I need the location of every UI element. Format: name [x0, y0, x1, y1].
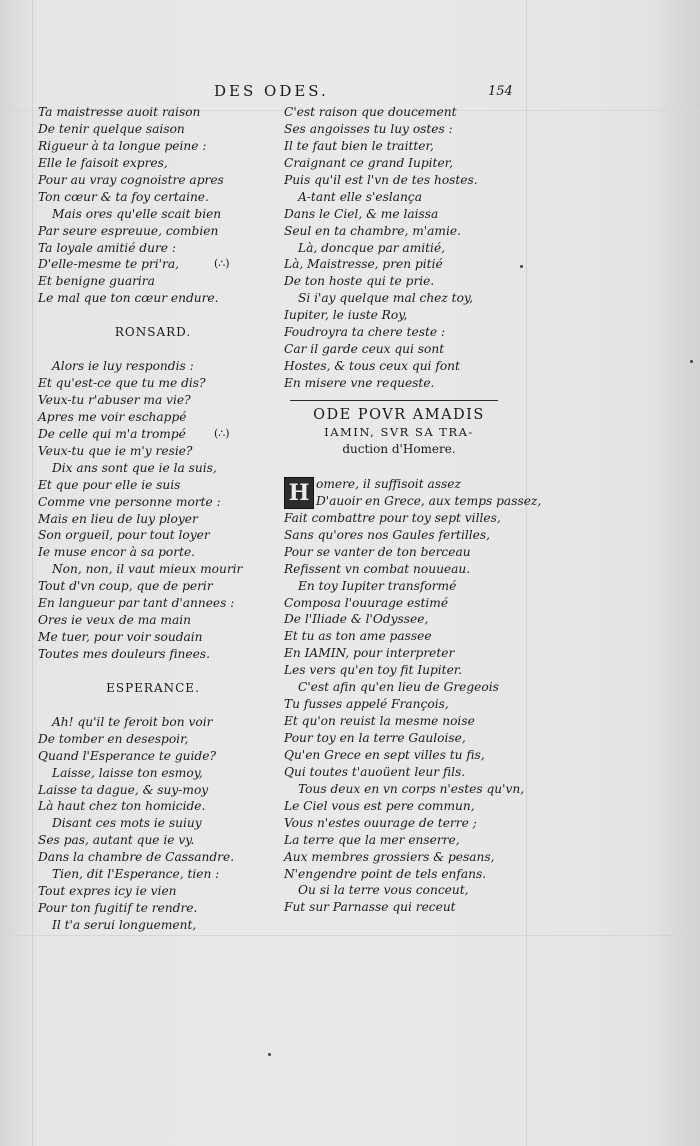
- verse-line: Tu fusses appelé François,: [284, 697, 449, 712]
- verse-line: En langueur par tant d'annees :: [38, 596, 235, 611]
- verse-line: Et benigne guarira: [38, 274, 155, 289]
- verse-line: Là, doncque par amitié,: [298, 240, 446, 255]
- section-rule: [290, 400, 498, 401]
- ode-title: [284, 407, 514, 458]
- paper-speck: [268, 1053, 271, 1056]
- verse-line: Laisse, laisse ton esmoy,: [52, 765, 203, 780]
- paper-speck: [690, 360, 693, 363]
- verse-line: [284, 493, 542, 510]
- verse-line: Qui toutes t'auoüent leur fils.: [284, 764, 466, 779]
- verse-line: Mais ores qu'elle scait bien: [52, 206, 222, 221]
- right-column: [284, 104, 542, 916]
- verse-line: Tien, dit l'Esperance, tien :: [52, 867, 220, 882]
- verse-line: Pour toy en la terre Gauloise,: [284, 731, 466, 745]
- ode-title-line: duction d'Homere.: [342, 441, 456, 456]
- verse-line: Mais en lieu de luy ployer: [38, 511, 198, 526]
- verse-line: Vous n'estes ouurage de terre ;: [284, 815, 477, 830]
- verse-line: Sans qu'ores nos Gaules fertilles,: [284, 527, 490, 542]
- verse-line: Dans la chambre de Cassandre.: [38, 850, 235, 865]
- verse-line: Là haut chez ton homicide.: [38, 799, 206, 814]
- verse-line: Elle le faisoit expres,: [38, 155, 168, 170]
- verse-line: En IAMIN, pour interpreter: [284, 646, 455, 661]
- margin-mark: (∴): [214, 426, 230, 440]
- verse-line: Puis qu'il est l'vn de tes hostes.: [284, 172, 478, 187]
- verse-line: C'est raison que doucement: [284, 105, 457, 119]
- verse-line: Alors ie luy respondis :: [52, 359, 194, 374]
- verse-line: Foudroyra ta chere teste :: [284, 325, 446, 340]
- verse-line: Quand l'Esperance te guide?: [38, 748, 216, 763]
- verse-line: Ta maistresse auoit raison: [38, 105, 201, 119]
- verse-line: Veux-tu que ie m'y resie?: [38, 443, 193, 458]
- paper-speck: [520, 265, 523, 268]
- fold-line: [32, 0, 33, 1146]
- left-column: [38, 104, 268, 934]
- verse-line: Le Ciel vous est pere commun,: [284, 798, 475, 813]
- verse-line: Hostes, & tous ceux qui font: [284, 359, 460, 374]
- verse-line: Dix ans sont que ie la suis,: [52, 460, 217, 475]
- verse-line: Ta loyale amitié dure :: [38, 240, 176, 255]
- verse-line: Qu'en Grece en sept villes tu fis,: [284, 747, 485, 762]
- verse-line: Car il garde ceux qui sont: [284, 342, 445, 357]
- verse-line: Fut sur Parnasse qui receut: [284, 900, 456, 915]
- verse-line: Rigueur à ta longue peine :: [38, 138, 207, 153]
- verse-line: Seul en ta chambre, m'amie.: [284, 223, 461, 238]
- verse-text: D'elle-mesme te pri'ra,: [38, 257, 179, 272]
- spacer: [38, 307, 268, 324]
- verse-line: Le mal que ton cœur endure.: [38, 291, 219, 306]
- verse-text: De celle qui m'a trompé: [38, 426, 186, 441]
- verse-line: Laisse ta dague, & suy-moy: [38, 782, 209, 797]
- running-head: DES ODES.: [214, 82, 329, 100]
- verse-line: Ses pas, autant que ie vy.: [38, 833, 195, 848]
- verse-line: Ie muse encor à sa porte.: [38, 545, 196, 560]
- verse-line: Iupiter, le iuste Roy,: [284, 308, 408, 323]
- verse-line-with-mark: [38, 426, 268, 443]
- verse-line: Il t'a serui longuement,: [52, 918, 197, 932]
- verse-line-with-mark: [38, 256, 268, 273]
- verse-line: De tenir quelque saison: [38, 121, 185, 136]
- spacer: [38, 697, 268, 714]
- verse-line: Là, Maistresse, pren pitié: [284, 257, 443, 272]
- verse-line: Apres me voir eschappé: [38, 409, 187, 424]
- verse-line: Toutes mes douleurs finees.: [38, 647, 210, 661]
- verse-line: Pour ton fugitif te rendre.: [38, 901, 198, 916]
- verse-line: Tout expres icy ie vien: [38, 884, 177, 899]
- verse-line: De tomber en desespoir,: [38, 731, 189, 746]
- verse-line: C'est afin qu'en lieu de Gregeois: [298, 680, 499, 695]
- verse-line: Veux-tu r'abuser ma vie?: [38, 392, 191, 407]
- ode-title-line: ODE POVR AMADIS: [313, 406, 485, 423]
- verse-line: Pour au vray cognoistre apres: [38, 172, 224, 187]
- verse-line: Craignant ce grand Iupiter,: [284, 155, 454, 170]
- verse-line: Tout d'vn coup, que de perir: [38, 579, 213, 594]
- verse-line: Tous deux en vn corps n'estes qu'vn,: [298, 781, 525, 796]
- verse-line: Et que pour elle ie suis: [38, 477, 181, 492]
- ode-title-line: IAMIN, SVR SA TRA-: [324, 424, 474, 439]
- verse-line: Me tuer, pour voir soudain: [38, 630, 203, 645]
- speaker-heading: ESPERANCE.: [106, 680, 200, 695]
- verse-line: Ses angoisses tu luy ostes :: [284, 121, 453, 136]
- verse-line: De ton hoste qui te prie.: [284, 274, 435, 289]
- verse-line: N'engendre point de tels enfans.: [284, 866, 487, 881]
- dropcap-initial: H: [284, 477, 314, 509]
- spacer: [38, 341, 268, 358]
- verse-line: Composa l'ouurage estimé: [284, 595, 449, 610]
- verse-line: Par seure espreuue, combien: [38, 223, 219, 238]
- verse-text: D'auoir en Grece, aux temps passez,: [316, 493, 542, 508]
- verse-line: De l'Iliade & l'Odyssee,: [284, 612, 429, 627]
- verse-line: Ores ie veux de ma main: [38, 613, 191, 628]
- fold-line: [0, 935, 700, 936]
- verse-line: Et tu as ton ame passee: [284, 629, 432, 644]
- verse-text: omere, il suffisoit assez: [316, 476, 461, 491]
- speaker-heading: RONSARD.: [114, 325, 192, 340]
- verse-line: Pour se vanter de ton berceau: [284, 544, 471, 559]
- verse-line: Et qu'on reuist la mesme noise: [284, 714, 475, 729]
- verse-line: Son orgueil, pour tout loyer: [38, 528, 210, 543]
- verse-line: Non, non, il vaut mieux mourir: [52, 562, 243, 577]
- verse-line: Fait combattre pour toy sept villes,: [284, 510, 501, 525]
- verse-line: Dans le Ciel, & me laissa: [284, 206, 439, 221]
- verse-line: Comme vne personne morte :: [38, 494, 221, 509]
- margin-mark: (∴): [214, 257, 230, 271]
- verse-line: Il te faut bien le traitter,: [284, 138, 434, 153]
- verse-line: A-tant elle s'eslança: [298, 189, 422, 204]
- verse-line: Ton cœur & ta foy certaine.: [38, 189, 209, 204]
- verse-line: Si i'ay quelque mal chez toy,: [298, 291, 474, 306]
- verse-line: Disant ces mots ie suiuy: [52, 816, 202, 831]
- verse-line: En toy Iupiter transformé: [298, 578, 457, 593]
- verse-line: Ou si la terre vous conceut,: [298, 883, 469, 898]
- verse-line: En misere vne requeste.: [284, 376, 435, 390]
- spacer: [38, 663, 268, 680]
- verse-line: La terre que la mer enserre,: [284, 832, 460, 847]
- verse-line: Ah! qu'il te feroit bon voir: [52, 714, 213, 729]
- page-number: 154: [488, 84, 513, 99]
- fold-line: [526, 0, 527, 1146]
- verse-line: Et qu'est-ce que tu me dis?: [38, 376, 206, 390]
- verse-line: Les vers qu'en toy fit Iupiter.: [284, 663, 463, 678]
- verse-line: Aux membres grossiers & pesans,: [284, 849, 495, 864]
- verse-line: Refissent vn combat nouueau.: [284, 561, 471, 576]
